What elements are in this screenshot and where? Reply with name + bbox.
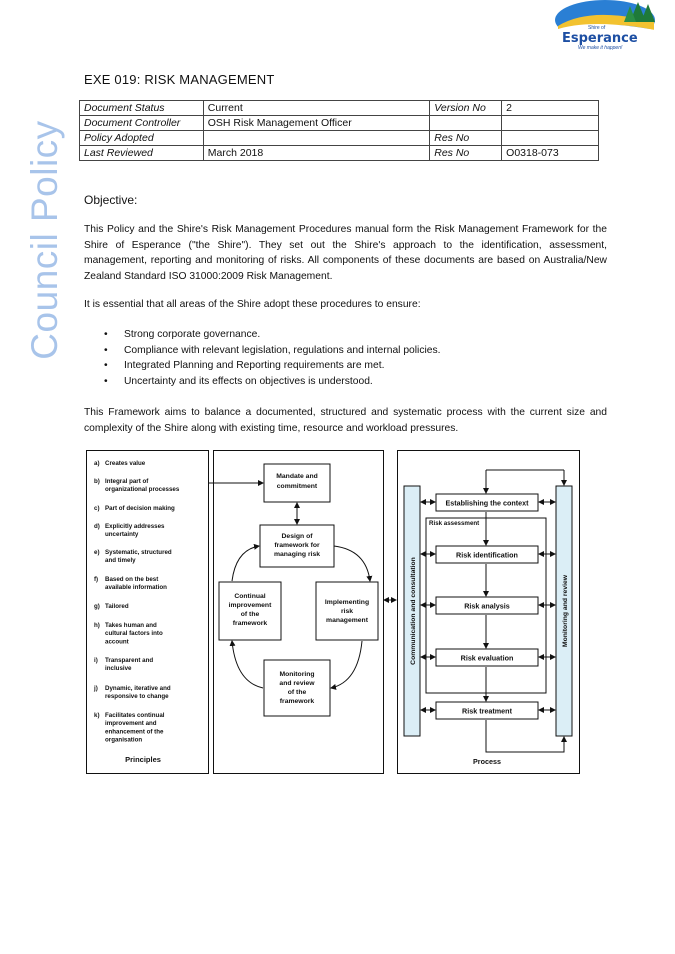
principle-key: a) [94,460,100,467]
principle-text: uncertainty [105,531,139,539]
principle-text: Dynamic, iterative and [105,685,171,692]
principles-caption: Principles [125,755,161,764]
principle-text: Tailored [105,603,129,610]
meta-row [80,116,599,131]
meta-row [80,131,599,146]
analysis-label: Risk analysis [464,601,510,611]
shire-logo [550,0,660,52]
principle-text: Creates value [105,460,146,467]
council-policy-banner [20,110,70,370]
principle-key: f) [94,576,99,583]
principle-key: i) [94,657,98,664]
objectives-list [84,327,441,389]
design-label: managing risk [273,551,321,558]
principle-text: enhancement of the [105,728,164,736]
principle-text: Takes human and [105,622,157,629]
principle-key: k) [94,712,100,719]
implementing-label: management [326,617,368,624]
meta-value [203,131,429,146]
mandate-label: Mandate and [276,473,318,480]
principle-text: and timely [105,557,136,565]
principle-text: cultural factors into [105,630,163,638]
principle-text: Part of decision making [105,505,175,512]
principle-key: h) [94,622,100,629]
principle-text: inclusive [105,665,132,673]
council-policy-text: Council Policy [24,120,65,360]
meta-value2 [502,131,599,146]
monitoring-label: framework [279,698,315,705]
principle-text: Facilitates continual [105,712,165,719]
treatment-label: Risk treatment [462,706,512,716]
meta-value: OSH Risk Management Officer [203,116,429,131]
meta-value2: O0318-073 [502,146,599,161]
principle-text: organizational processes [105,486,180,494]
meta-label: Policy Adopted [80,131,204,146]
meta-label2: Res No [430,146,502,161]
principle-text: available information [105,584,167,592]
monitoring-label: Monitoring [279,671,315,678]
risk-management-diagram [86,450,580,775]
principle-text: Systematic, structured [105,549,172,556]
principle-text: account [105,638,129,646]
monitoring-review-label: Monitoring and review [562,574,569,648]
principle-key: c) [94,505,100,512]
list-item: • Strong corporate governance. [84,327,441,343]
list-item: • Uncertainty and its effects on objectives is understood. [84,374,441,390]
principle-key: d) [94,523,100,530]
principle-text: Based on the best [105,576,159,583]
continual-label: of the [240,611,260,618]
logo-wordmark: Esperance [562,31,638,46]
identification-label: Risk identification [456,550,518,560]
meta-label: Document Controller [80,116,204,131]
evaluation-label: Risk evaluation [460,653,514,663]
design-label: framework for [274,542,320,549]
context-label: Establishing the context [445,498,529,508]
principle-text: Explicitly addresses [105,523,165,530]
meta-value2: 2 [502,101,599,116]
principle-key: b) [94,478,100,485]
objective-heading: Objective: [84,193,138,207]
monitoring-label: of the [287,689,307,696]
principle-text: Integral part of [105,478,149,485]
principle-key: e) [94,549,100,556]
meta-label2: Res No [430,131,502,146]
meta-value2 [502,116,599,131]
paragraph-framework: This Framework aims to balance a documented, structured and systematic process with the current size and complexity of the Shire along with existing time, resource and workload pressures. [84,407,607,434]
page-title: EXE 019: RISK MANAGEMENT [84,72,275,87]
logo-shire-of: Shire of [588,25,606,31]
meta-label2: Version No [430,101,502,116]
process-caption: Process [473,757,501,766]
meta-value: March 2018 [203,146,429,161]
logo-tagline: We make it happen! [578,45,623,51]
paragraph-ensure: It is essential that all areas of the Shire adopt these procedures to ensure: [84,299,421,310]
design-label: Design of [281,533,313,540]
paragraph-intro: This Policy and the Shire's Risk Management Procedures manual form the Risk Management Framework for the Shire of Esperance ("the Shire"). They set out the Shire's approach to the identification, assessment, management, reporting and monitoring of risks. All components of these documents are based on Australia/New Zealand Standard ISO 31000:2009 Risk Management. [84,224,607,282]
monitoring-box [264,660,330,716]
document-meta-table [79,100,599,161]
implementing-label: Implementing [324,599,370,606]
principle-key: g) [94,603,100,610]
assessment-label: Risk assessment [429,520,480,527]
principle-text: Transparent and [105,657,154,664]
implementing-label: risk [340,608,354,615]
meta-label2 [430,116,502,131]
monitoring-label: and review [279,680,315,687]
meta-label: Last Reviewed [80,146,204,161]
principle-text: improvement and [105,720,157,728]
mandate-label: commitment [276,483,318,490]
principle-text: organisation [105,736,143,744]
principle-text: responsive to change [105,693,169,701]
continual-label: framework [232,620,268,627]
meta-row [80,101,599,116]
communication-label: Communication and consultation [410,557,417,665]
meta-row [80,146,599,161]
meta-label: Document Status [80,101,204,116]
continual-label: improvement [228,602,272,609]
continual-label: Continual [234,593,266,600]
list-item: • Compliance with relevant legislation, regulations and internal policies. [84,343,441,359]
meta-value: Current [203,101,429,116]
principle-key: j) [94,685,98,692]
list-item: • Integrated Planning and Reporting requirements are met. [84,358,441,374]
